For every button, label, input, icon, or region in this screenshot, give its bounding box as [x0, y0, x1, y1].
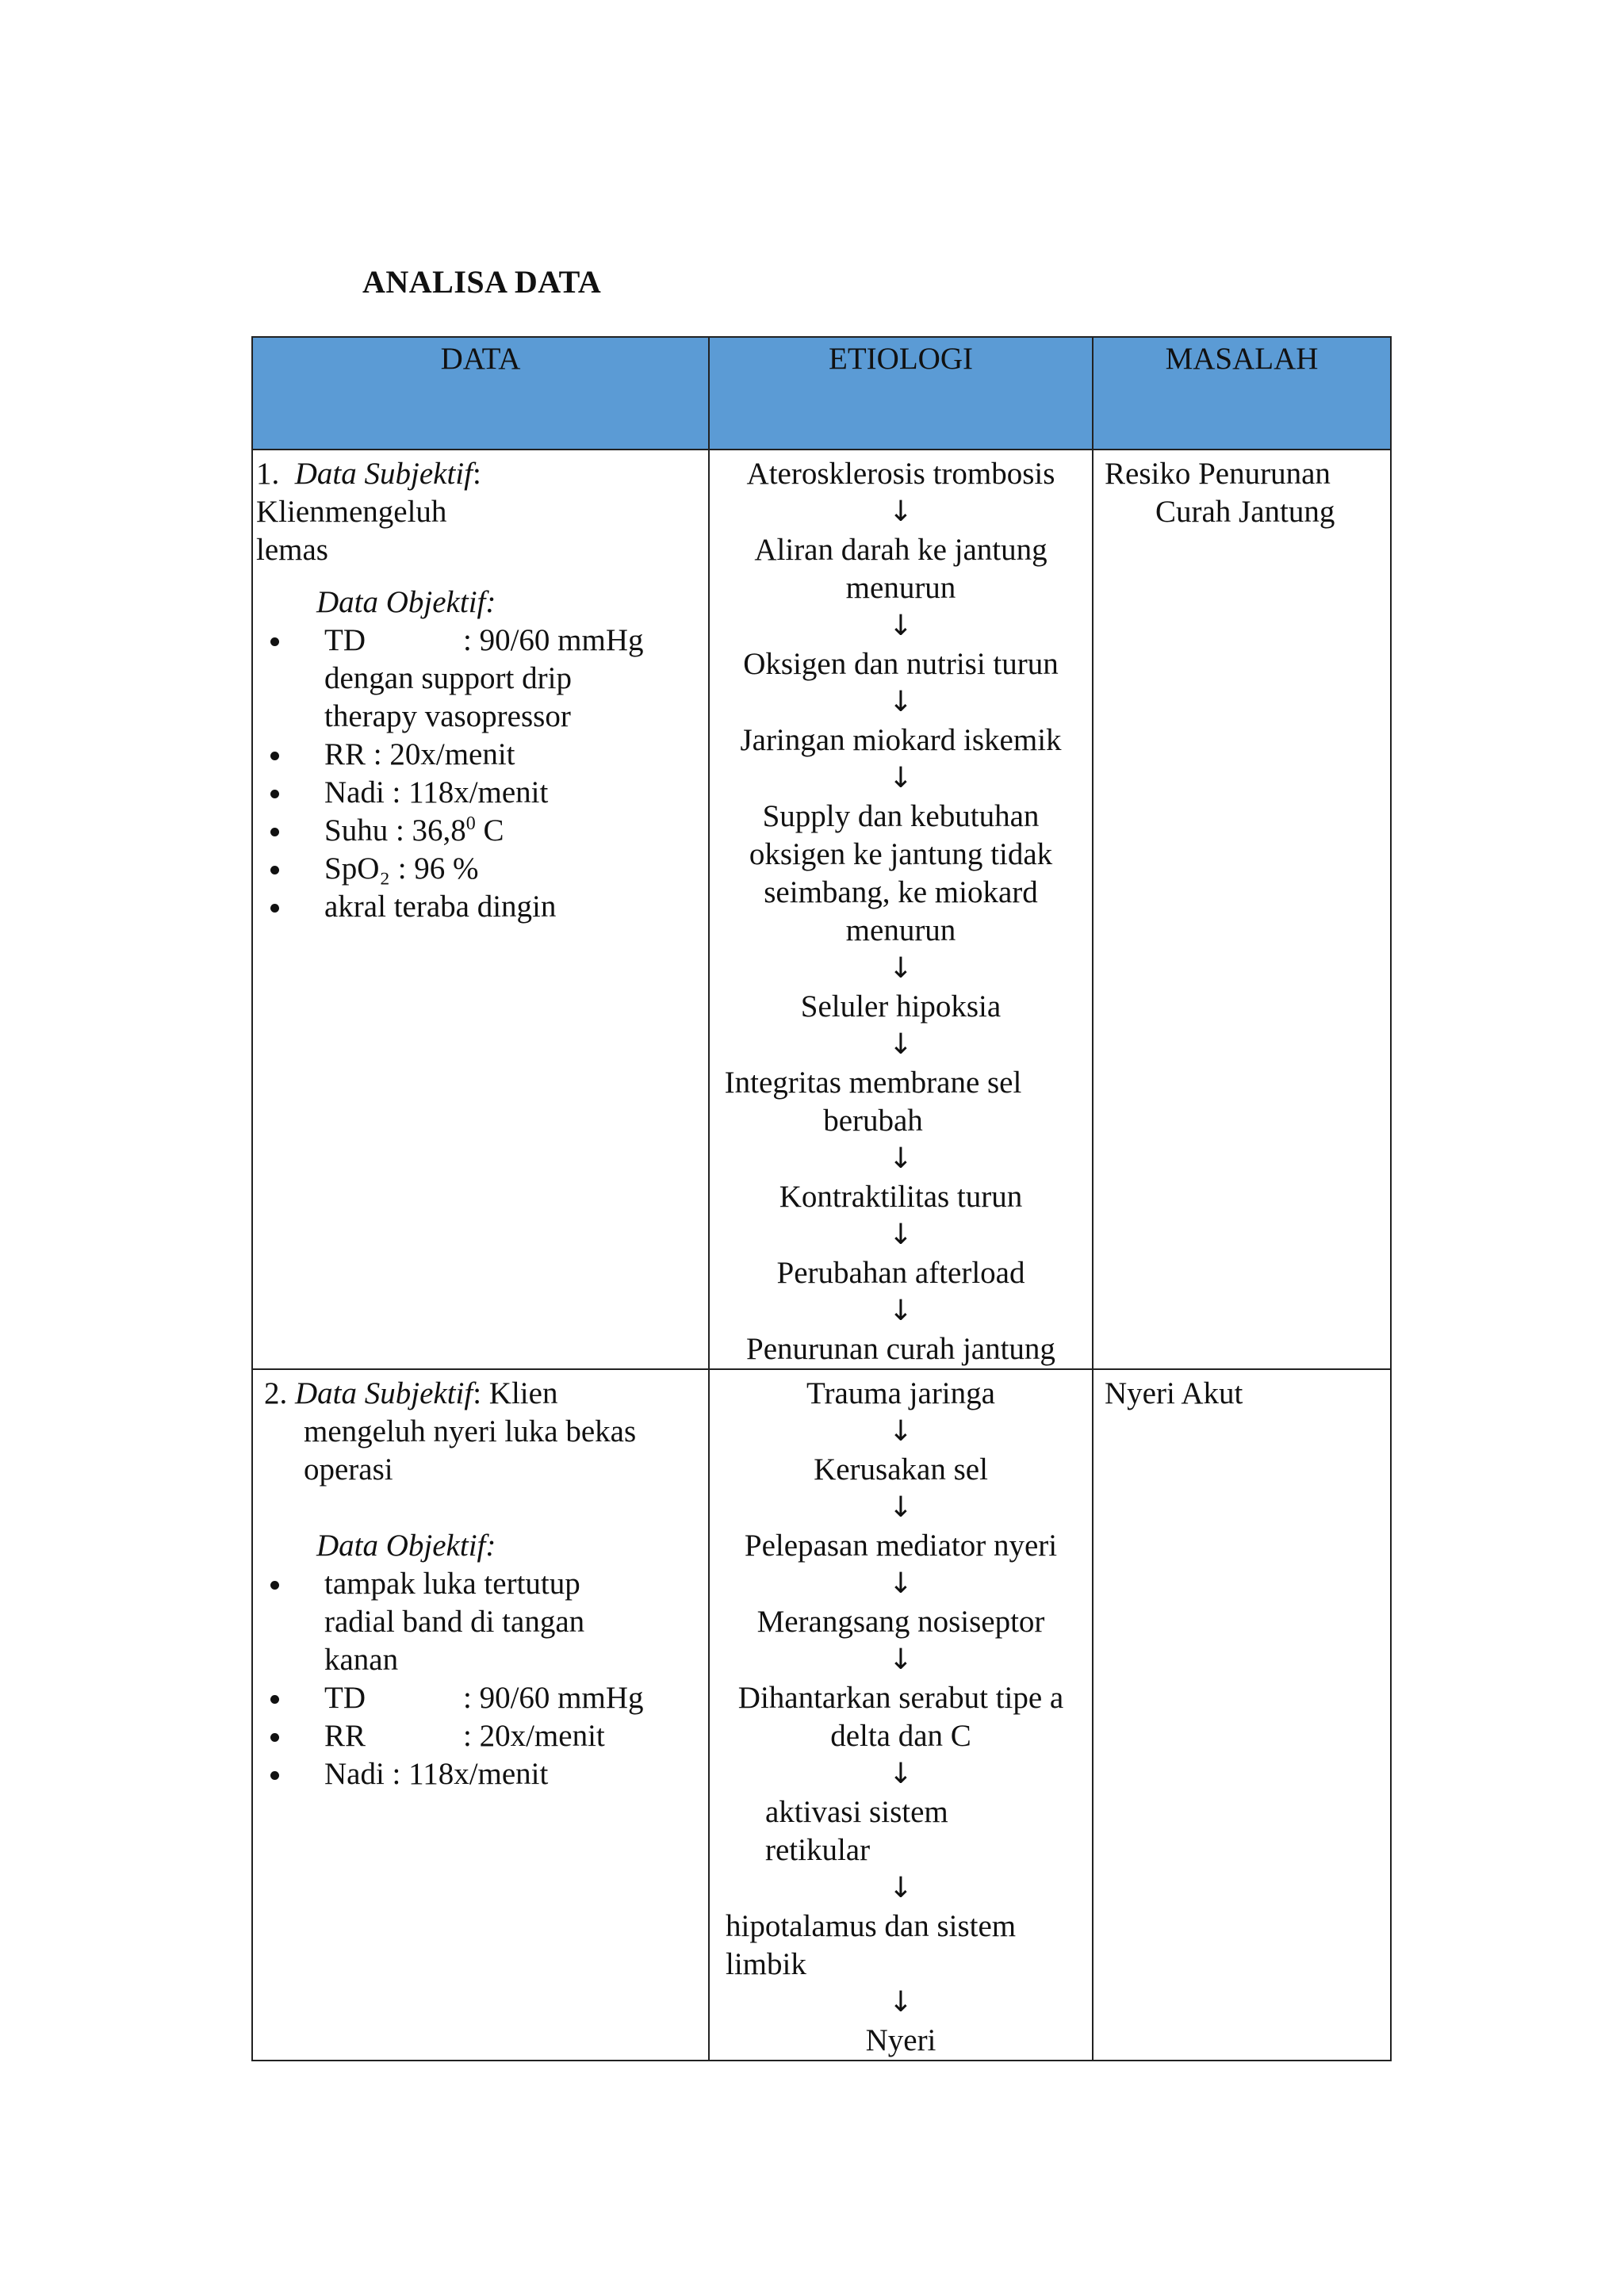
down-arrow-icon: ↓	[888, 686, 914, 718]
subjective-label: Data Subjektif	[295, 1376, 473, 1410]
header-etiologi: ETIOLOGI	[709, 337, 1093, 450]
list-item: RR : 20x/menit	[253, 1717, 708, 1755]
down-arrow-icon: ↓	[888, 1567, 914, 1600]
objective-label: Data Objektif	[316, 1529, 486, 1563]
etiologi-step: aktivasi sistem retikular	[765, 1795, 948, 1867]
etiologi-step: Kerusakan sel	[814, 1452, 988, 1487]
subjective-text: mengeluh nyeri luka bekas	[304, 1414, 637, 1448]
data-cell: 2. Data Subjektif: Klien mengeluh nyeri luka bekas operasi Data Objektif: tampak luka tertutup radial band di tangan kanan TD : 90/60 mmHg RR : 20x/menit Nadi : 118x/menit	[252, 1369, 709, 2061]
data-cell: 1. Data Subjektif: Klienmengeluh lemas Data Objektif: TD : 90/60 mmHg dengan support drip therapy vasopressor RR : 20x/menit Nadi : 118x/menit Suhu : 36,8$^0$ C SpO₂ : 96 % akral teraba dingin	[252, 450, 709, 1369]
list-item: Suhu : 36,8$^0$ C	[253, 812, 708, 850]
list-item: TD : 90/60 mmHg dengan support drip therapy vasopressor	[253, 622, 708, 736]
down-arrow-icon: ↓	[888, 1758, 914, 1790]
down-arrow-icon: ↓	[888, 1872, 914, 1904]
page-title: ANALISA DATA	[362, 264, 602, 300]
subjective-label: Data Subjektif	[294, 457, 473, 491]
down-arrow-icon: ↓	[888, 1986, 914, 2019]
down-arrow-icon: ↓	[888, 1415, 914, 1448]
down-arrow-icon: ↓	[888, 1491, 914, 1524]
subjective-text: operasi	[304, 1452, 393, 1487]
header-masalah: MASALAH	[1093, 337, 1391, 450]
masalah-text: Curah Jantung	[1155, 495, 1335, 529]
etiologi-step: Supply dan kebutuhan oksigen ke jantung tidak seimbang, ke miokard menurun	[749, 799, 1053, 947]
down-arrow-icon: ↓	[888, 1219, 914, 1251]
etiologi-step: Nyeri	[865, 2023, 936, 2057]
down-arrow-icon: ↓	[888, 610, 914, 642]
row-number: 2.	[264, 1376, 288, 1410]
etiologi-step: Penurunan curah jantung	[746, 1332, 1055, 1366]
down-arrow-icon: ↓	[888, 762, 914, 794]
list-item: Nadi : 118x/menit	[253, 1755, 708, 1793]
table-header-row	[252, 337, 1391, 450]
etiologi-step: Integritas membrane sel berubah	[724, 1066, 1022, 1138]
subjective-text: Klienmengeluh	[256, 495, 447, 529]
list-item: Nadi : 118x/menit	[253, 774, 708, 812]
subjective-text: lemas	[256, 533, 328, 567]
masalah-cell	[1093, 450, 1391, 1369]
list-item: akral teraba dingin	[253, 888, 708, 926]
objective-label: Data Objektif	[316, 585, 486, 619]
etiologi-step: Dihantarkan serabut tipe a delta dan C	[737, 1681, 1064, 1753]
down-arrow-icon: ↓	[888, 1028, 914, 1061]
etiologi-step: Pelepasan mediator nyeri	[744, 1529, 1058, 1563]
etiologi-step: Kontraktilitas turun	[779, 1180, 1023, 1214]
etiologi-step: Aliran darah ke jantung menurun	[754, 533, 1048, 605]
etiologi-step: Aterosklerosis trombosis	[746, 457, 1055, 491]
down-arrow-icon: ↓	[888, 1295, 914, 1327]
down-arrow-icon: ↓	[888, 1142, 914, 1175]
etiologi-step: Jaringan miokard iskemik	[740, 723, 1062, 757]
etiologi-cell	[709, 450, 1093, 1369]
etiologi-step: hipotalamus dan sistem limbik	[726, 1909, 1017, 1981]
etiologi-step: Merangsang nosiseptor	[756, 1605, 1045, 1639]
etiologi-step: Oksigen dan nutrisi turun	[743, 647, 1059, 681]
down-arrow-icon: ↓	[888, 952, 914, 985]
etiologi-step: Perubahan afterload	[776, 1256, 1025, 1290]
list-item: RR : 20x/menit	[253, 736, 708, 774]
masalah-text: Resiko Penurunan	[1105, 457, 1331, 491]
table-row	[252, 1369, 1391, 2061]
masalah-cell	[1093, 1369, 1391, 2061]
list-item: tampak luka tertutup radial band di tangan kanan	[253, 1565, 708, 1679]
etiologi-step: Seluler hipoksia	[800, 989, 1002, 1024]
list-item: SpO₂ : 96 %	[253, 850, 708, 888]
masalah-text: Nyeri Akut	[1105, 1376, 1243, 1410]
list-item: TD : 90/60 mmHg	[253, 1679, 708, 1717]
analisa-data-table	[251, 336, 1392, 2061]
etiologi-cell	[709, 1369, 1093, 2061]
down-arrow-icon: ↓	[888, 496, 914, 528]
down-arrow-icon: ↓	[888, 1644, 914, 1676]
table-row	[252, 450, 1391, 1369]
header-data: DATA	[252, 337, 709, 450]
row-number: 1.	[256, 457, 280, 491]
objective-list	[253, 622, 708, 926]
objective-list	[253, 1565, 708, 1793]
etiologi-step: Trauma jaringa	[806, 1376, 995, 1410]
